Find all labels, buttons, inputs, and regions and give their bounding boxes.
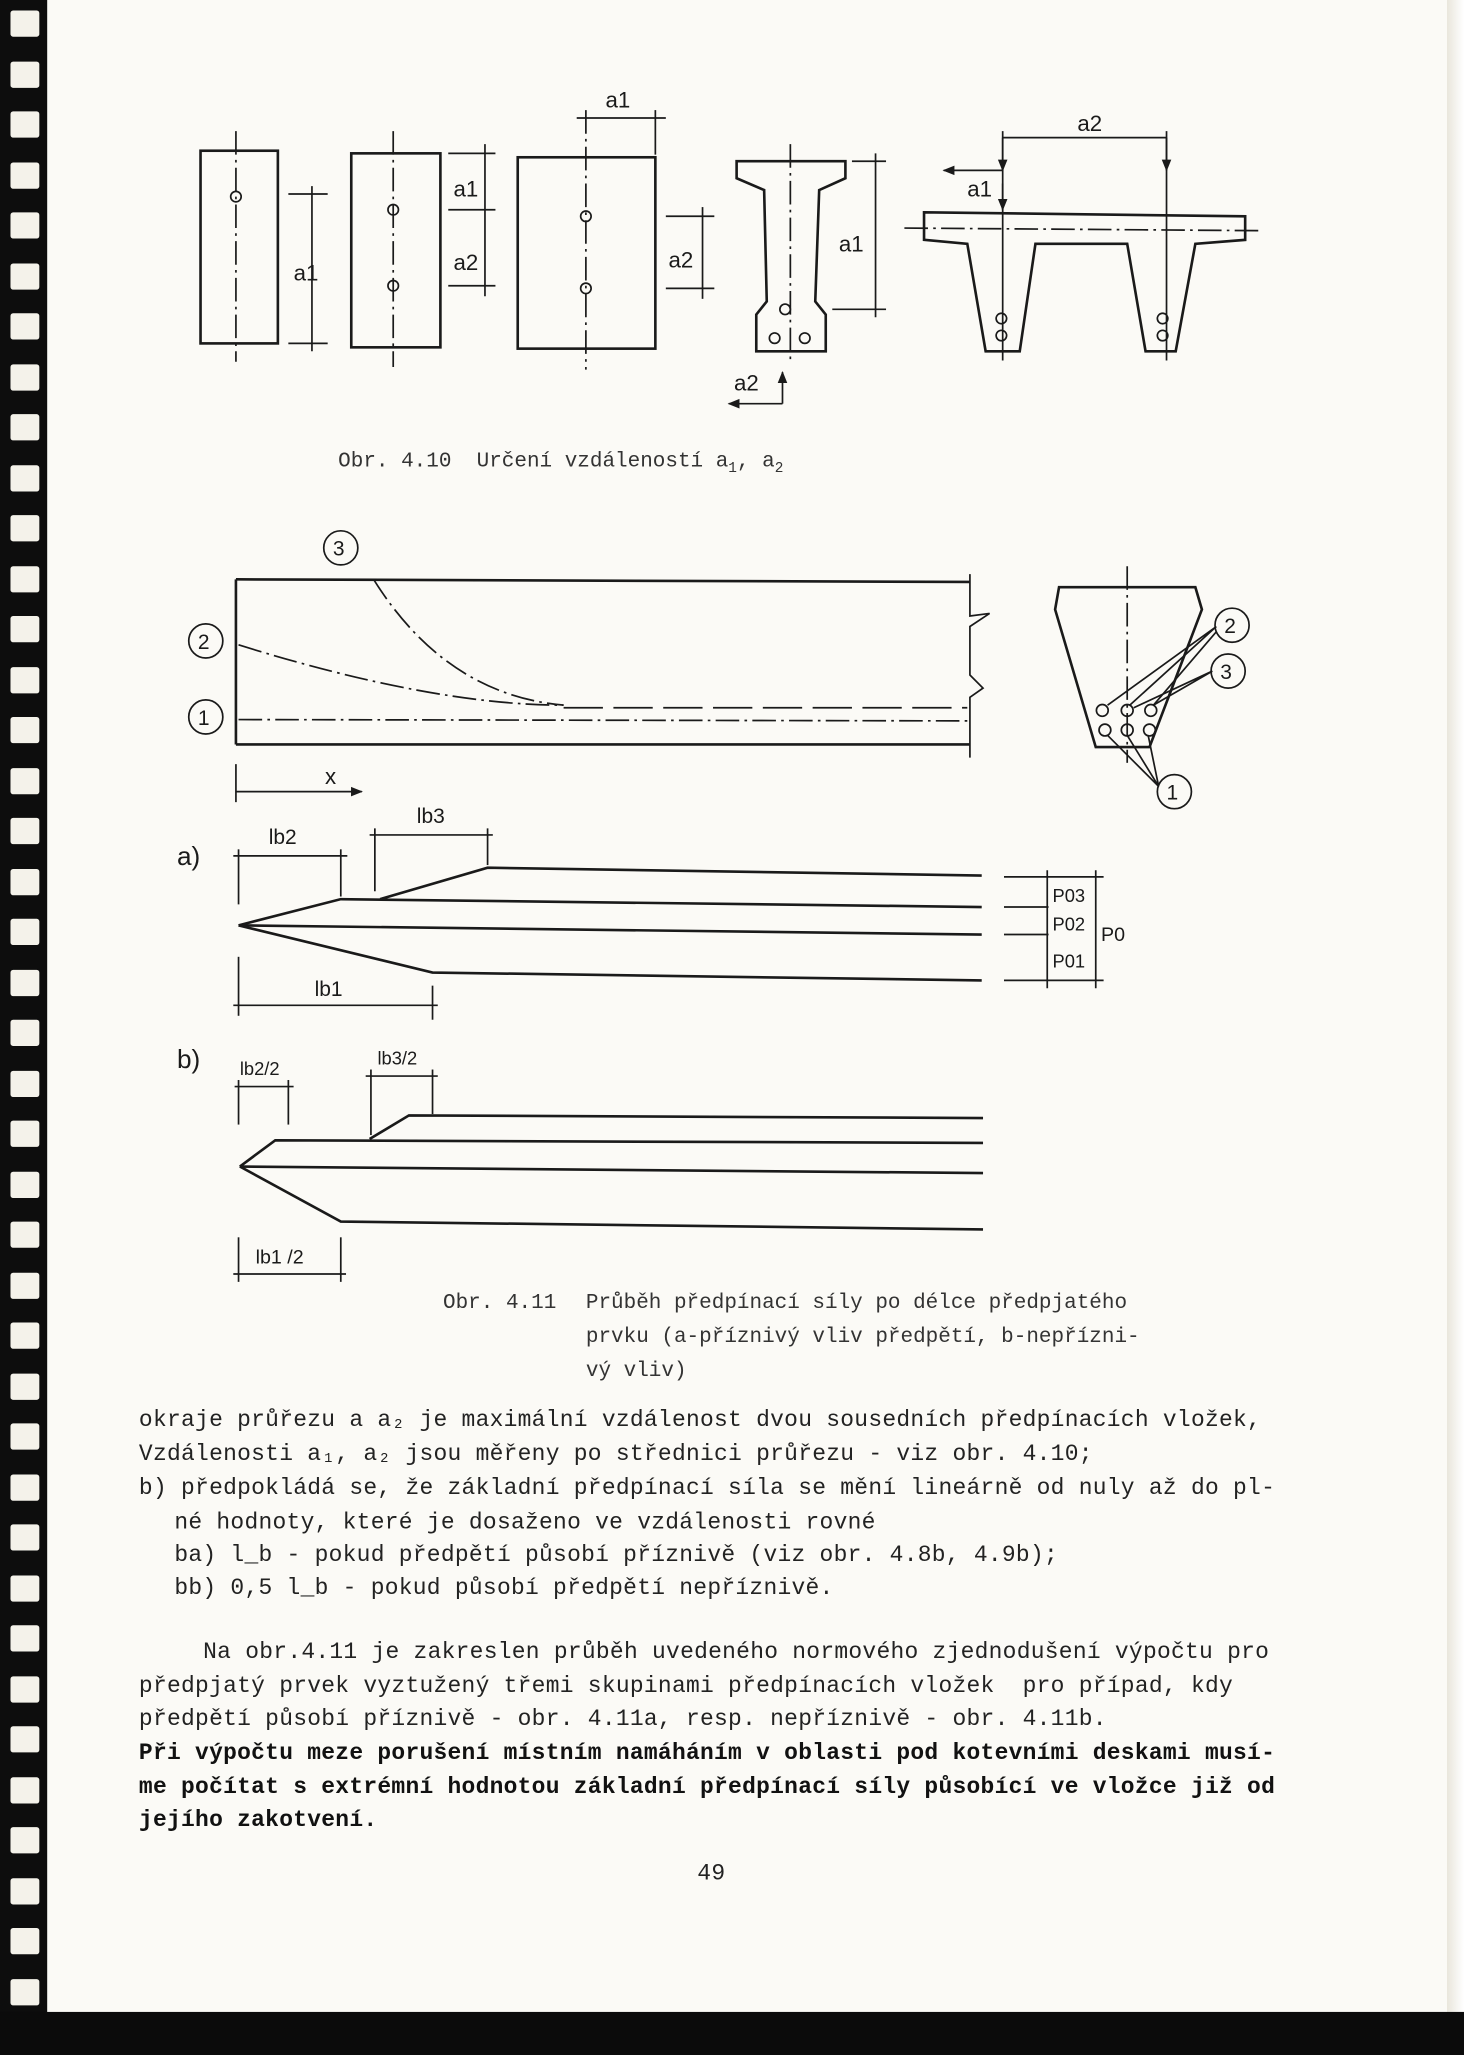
- tendon: [996, 313, 1006, 323]
- marker-1: [1157, 775, 1191, 809]
- body-line: Vzdálenosti a₁, a₂ jsou měřeny po střednici průřezu - viz obr. 4.10;: [138, 1441, 1093, 1468]
- tendon: [800, 333, 810, 343]
- figure-4-11-a: [177, 805, 1125, 1020]
- bold-line: Při výpočtu meze porušení místním namáháním v oblasti pod kotevními deskami musí-: [138, 1740, 1276, 1767]
- bold-line: me počítat s extrémní hodnotou základní předpínací síly působící ve vložce již od: [138, 1774, 1276, 1801]
- label-a2: a2: [1077, 111, 1103, 137]
- figure-4-11-b: [177, 1044, 983, 1282]
- svg-text:1: 1: [1166, 781, 1179, 805]
- double-t-section: [904, 111, 1261, 360]
- tendon-1-path: [239, 720, 968, 721]
- rect-outline: [201, 151, 278, 344]
- body-line: bb) 0,5 l_b - pokud působí předpětí nepříznivě.: [174, 1575, 834, 1602]
- tendon: [1099, 724, 1111, 736]
- label-a1: a1: [605, 87, 631, 113]
- body-line: ba) l_b - pokud předpětí působí příznivě (viz obr. 4.8b, 4.9b);: [174, 1542, 1059, 1569]
- label-lb3: lb3: [416, 805, 445, 829]
- section-rect-1: [201, 131, 328, 362]
- tendon: [1144, 724, 1156, 736]
- label-p01: P01: [1052, 950, 1086, 972]
- caption-sub: 1: [728, 461, 737, 478]
- leader-2: [1108, 627, 1217, 706]
- marker-2: [189, 624, 223, 658]
- label-lb2-half: lb2/2: [239, 1057, 280, 1079]
- part-b-label: b): [176, 1044, 201, 1075]
- force-line-1: [240, 1167, 983, 1230]
- svg-text:3: 3: [332, 537, 345, 561]
- tendon: [996, 330, 1006, 340]
- page-number: 49: [697, 1861, 726, 1888]
- figure-4-10: [201, 87, 1261, 403]
- marker-3: [324, 531, 358, 565]
- label-p0: P0: [1100, 924, 1126, 947]
- svg-text:3: 3: [1220, 660, 1232, 684]
- force-line-p02: [239, 899, 982, 925]
- marker-3: [1211, 654, 1245, 688]
- force-line-p03: [380, 868, 982, 899]
- beam-top: [236, 579, 970, 582]
- t-beam-section: [729, 144, 886, 404]
- bold-line: jejího zakotvení.: [138, 1807, 378, 1834]
- label-p03: P03: [1052, 884, 1086, 906]
- centerline: [904, 228, 1261, 231]
- marker-2: [1215, 608, 1249, 642]
- trapezoid-outline: [1055, 587, 1202, 747]
- label-a1: a1: [967, 176, 993, 202]
- scan-bottom-edge: [0, 2012, 1464, 2055]
- double-t-outline: [924, 212, 1245, 351]
- caption-figure-4-11-line: Průběh předpínací síly po délce předpjatého: [585, 1291, 1128, 1315]
- tendon: [1145, 705, 1157, 717]
- paragraph-line: předpětí působí příznivě - obr. 4.11a, resp. nepříznivě - obr. 4.11b.: [138, 1706, 1107, 1733]
- label-lb3-half: lb3/2: [377, 1047, 418, 1069]
- caption-number: Obr. 4.10: [338, 449, 452, 474]
- svg-text:1: 1: [197, 706, 210, 730]
- paragraph-line: Na obr.4.11 je zakreslen průběh uvedeného normového zjednodušení výpočtu pro: [203, 1639, 1270, 1666]
- caption-text: , a: [736, 449, 775, 474]
- section-rect-3: [518, 87, 715, 369]
- label-a2: a2: [733, 370, 759, 396]
- tendon: [769, 333, 779, 343]
- label-lb2: lb2: [268, 826, 297, 850]
- marker-1: [189, 700, 223, 734]
- label-a1: a1: [293, 260, 319, 286]
- svg-text:2: 2: [197, 630, 210, 654]
- caption-figure-4-10: [338, 450, 783, 478]
- label-a2: a2: [453, 250, 479, 276]
- part-a-label: a): [176, 841, 201, 872]
- figure-4-11-beam: [189, 531, 1249, 809]
- x-label: x: [325, 763, 337, 789]
- label-lb1-half: lb1 /2: [255, 1246, 304, 1269]
- body-line: okraje průřezu a a₂ je maximální vzdálenost dvou sousedních předpínacích vložek,: [138, 1407, 1262, 1434]
- body-line: b) předpokládá se, že základní předpínací síla se mění lineárně od nuly až do pl-: [138, 1475, 1276, 1503]
- label-a1: a1: [453, 176, 479, 202]
- label-lb1: lb1: [314, 978, 343, 1002]
- label-a2: a2: [668, 247, 694, 273]
- caption-text: Určení vzdáleností a: [476, 449, 729, 474]
- section-rect-2: [351, 131, 495, 367]
- tendon-3-path: [374, 579, 564, 705]
- force-line-3: [370, 1115, 983, 1139]
- caption-figure-4-11-number: Obr. 4.11: [443, 1291, 557, 1315]
- caption-sub: 2: [774, 461, 784, 478]
- force-line-2: [240, 1140, 983, 1166]
- label-p02: P02: [1052, 913, 1086, 935]
- tendon: [780, 304, 790, 314]
- break-line: [970, 574, 990, 757]
- leader-3: [1134, 671, 1213, 708]
- label-a1: a1: [838, 231, 864, 257]
- force-line-mid: [239, 925, 982, 934]
- tendon: [1096, 705, 1108, 717]
- rect-outline: [351, 153, 440, 347]
- body-line: né hodnoty, které je dosaženo ve vzdálenosti rovné: [174, 1509, 876, 1537]
- caption-figure-4-11-line: vý vliv): [585, 1359, 687, 1383]
- force-line-mid: [240, 1167, 983, 1174]
- paragraph-line: předpjatý prvek vyztužený třemi skupinami předpínacích vložek pro případ, kdy: [138, 1673, 1234, 1700]
- cross-section: [1055, 566, 1249, 808]
- svg-text:2: 2: [1224, 615, 1236, 639]
- caption-figure-4-11-line: prvku (a-příznivý vliv předpětí, b-nepřízni-: [585, 1325, 1140, 1349]
